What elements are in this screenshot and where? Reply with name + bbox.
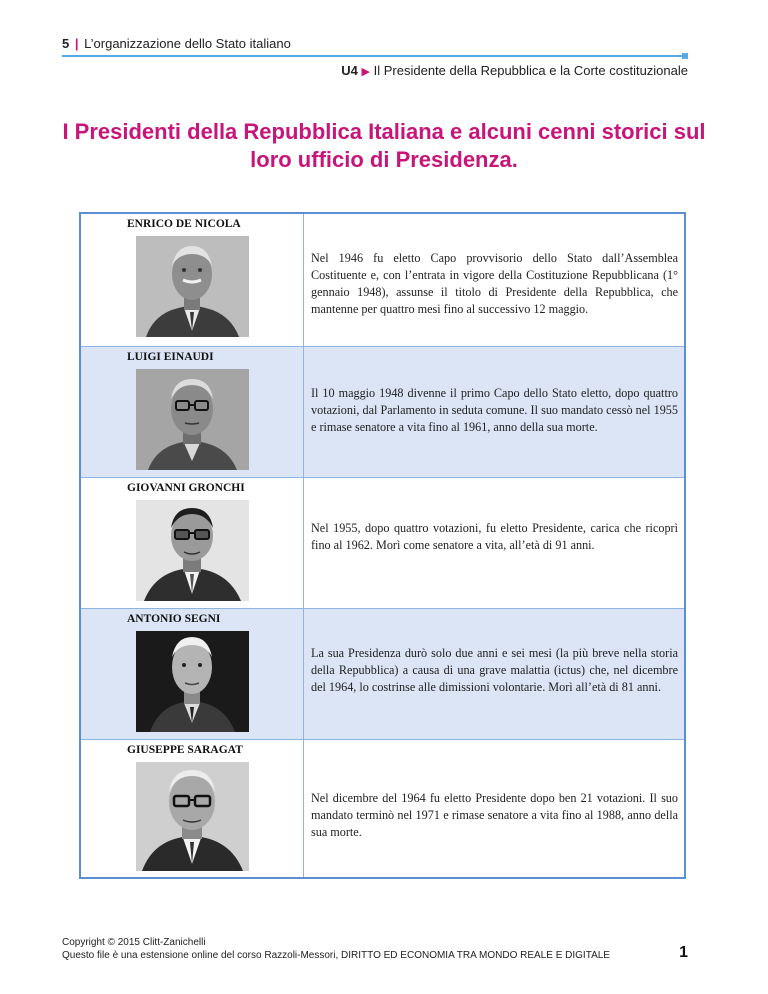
chapter-number: 5 xyxy=(62,36,70,51)
header-rule-marker xyxy=(682,53,688,59)
president-name: ENRICO DE NICOLA xyxy=(127,218,241,230)
photo-cell xyxy=(81,347,303,477)
column-divider xyxy=(303,214,304,346)
page-number: 1 xyxy=(679,944,688,961)
unit-header xyxy=(341,63,688,78)
portrait-de-nicola-icon xyxy=(136,236,249,337)
header-rule xyxy=(62,55,686,57)
photo-cell xyxy=(81,609,303,739)
president-name: GIOVANNI GRONCHI xyxy=(127,482,245,494)
photo-cell xyxy=(81,214,303,346)
unit-arrow-icon: ▶ xyxy=(361,66,371,78)
table-row xyxy=(81,609,684,740)
chapter-title: L’organizzazione dello Stato italiano xyxy=(84,36,291,51)
president-description: Nel 1946 fu eletto Capo provvisorio dello Stato dall’Assemblea Costituente e, con l’entrata in vigore della Costituzione Repubblicana (1° gennaio 1948), assunse il titolo di Presidente della Repubblica, che mantenne per quattro mesi fino al successivo 12 maggio. xyxy=(311,251,678,316)
column-divider xyxy=(303,478,304,608)
chapter-separator: | xyxy=(74,36,79,51)
president-description: Il 10 maggio 1948 divenne il primo Capo dello Stato eletto, dopo quattro votazioni, dal Parlamento in seduta comune. Il suo mandato cessò nel 1955 e rimase senatore a vita fino al 1961, anno della sua morte. xyxy=(311,386,678,434)
table-row xyxy=(81,347,684,478)
president-description: Nel 1955, dopo quattro votazioni, fu eletto Presidente, carica che ricoprì fino al 1962. Morì come senatore a vita, all’età di 91 anni. xyxy=(311,521,678,552)
page-title: I Presidenti della Repubblica Italiana e alcuni cenni storici sul loro ufficio di Presidenza. xyxy=(62,119,706,172)
portrait-gronchi-icon xyxy=(136,500,249,601)
unit-title: Il Presidente della Repubblica e la Corte costituzionale xyxy=(373,63,688,78)
president-name: GIUSEPPE SARAGAT xyxy=(127,744,243,756)
table-row xyxy=(81,214,684,347)
president-name: ANTONIO SEGNI xyxy=(127,613,221,625)
president-description: La sua Presidenza durò solo due anni e sei mesi (la più breve nella storia della Repubblica) a causa di una grave malattia (ictus) che, nel dicembre del 1964, lo costrinse alle dimissioni volontarie. Morì all’età di 81 anni. xyxy=(311,646,678,694)
column-divider xyxy=(303,609,304,739)
footer-copyright: Copyright © 2015 Clitt-Zanichelli xyxy=(62,937,206,948)
portrait-segni-icon xyxy=(136,631,249,732)
unit-code: U4 xyxy=(341,63,358,78)
photo-cell xyxy=(81,740,303,877)
table-row xyxy=(81,478,684,609)
footer-note: Questo file è una estensione online del corso Razzoli-Messori, DIRITTO ED ECONOMIA TRA MONDO REALE E DIGITALE xyxy=(62,950,610,961)
president-description: Nel dicembre del 1964 fu eletto Presidente dopo ben 21 votazioni. Il suo mandato terminò nel 1971 e rimase senatore a vita fino al 1988, anno della sua morte. xyxy=(311,791,678,839)
presidents-table xyxy=(79,212,686,879)
president-name: LUIGI EINAUDI xyxy=(127,351,214,363)
chapter-header xyxy=(62,36,291,51)
footer xyxy=(62,936,610,962)
column-divider xyxy=(303,740,304,877)
portrait-einaudi-icon xyxy=(136,369,249,470)
photo-cell xyxy=(81,478,303,608)
column-divider xyxy=(303,347,304,477)
portrait-saragat-icon xyxy=(136,762,249,871)
table-row xyxy=(81,740,684,877)
